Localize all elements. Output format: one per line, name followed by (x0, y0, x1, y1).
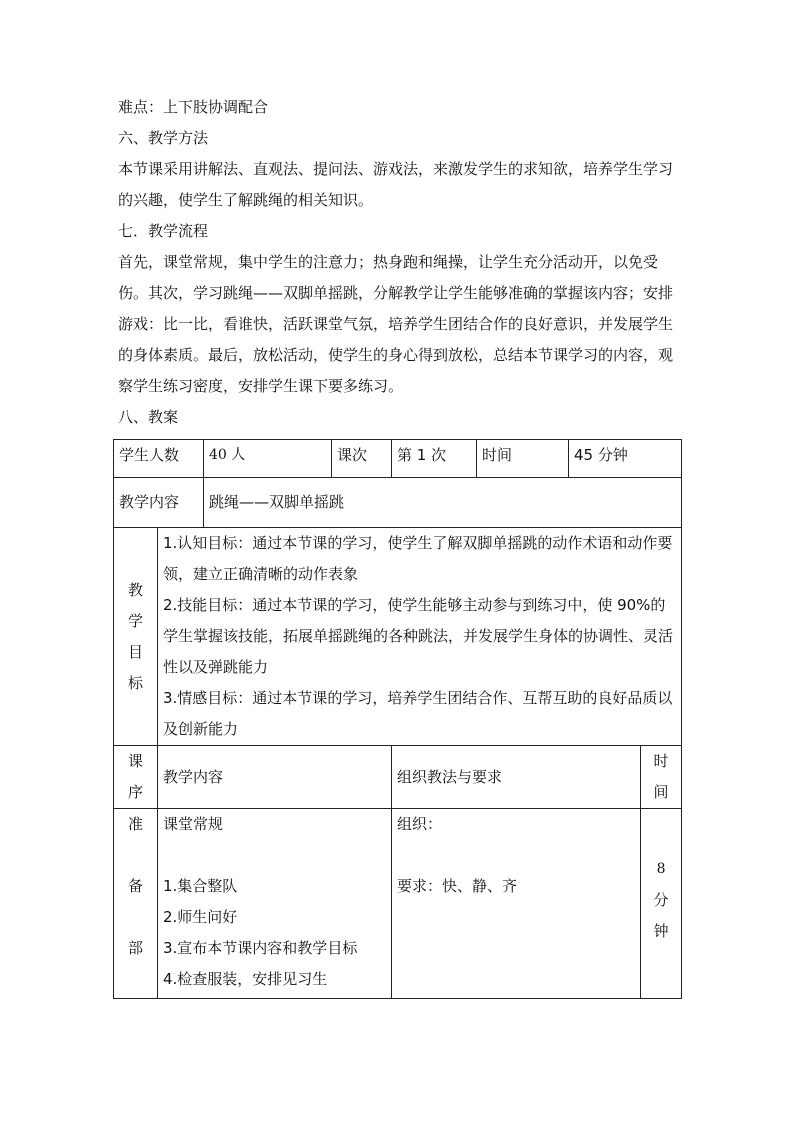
time-value: 45 分钟 (569, 440, 682, 478)
table-row (114, 440, 682, 478)
time-header-char: 间 (653, 783, 669, 801)
goal-cognitive: 1.认知目标：通过本节课的学习，使学生了解双脚单摇跳的动作术语和动作要领，建立正确清晰的动作表象 (163, 534, 673, 583)
time-header-char: 时 (653, 752, 669, 770)
difficulty-line: 难点：上下肢协调配合 (118, 98, 269, 116)
students-label: 学生人数 (114, 440, 204, 478)
prep-order-char: 准 (127, 815, 143, 833)
prep-requirement: 要求：快、静、齐 (397, 877, 518, 895)
order-header-char: 序 (127, 783, 143, 801)
goal-skill: 2.技能目标：通过本节课的学习，使学生能够主动参与到练习中，使 90%的学生掌握该技能，拓展单摇跳绳的各种跳法，并发展学生身体的协调性、灵活性以及弹跳能力 (163, 596, 674, 676)
prep-org-label: 组织： (397, 815, 443, 833)
list-item: 2.师生问好 (163, 908, 238, 926)
content-label: 教学内容 (114, 478, 204, 528)
goals-label-char: 教 (127, 580, 143, 599)
table-row (114, 478, 682, 528)
section-7-title: 七．教学流程 (118, 222, 209, 240)
goal-emotional: 3.情感目标：通过本节课的学习，培养学生团结合作、互帮互助的良好品质以及创新能力 (163, 689, 673, 738)
content-header: 教学内容 (158, 746, 392, 809)
section-6-body: 本节课采用讲解法、直观法、提问法、游戏法，来激发学生的求知欲，培养学生学习的兴趣，使学生了解跳绳的相关知识。 (118, 160, 674, 209)
prep-time (641, 809, 682, 999)
prep-order (114, 809, 158, 999)
goals-label-char: 标 (127, 673, 143, 692)
prep-order-char: 备 (127, 877, 143, 895)
prep-time-char: 分 (653, 891, 669, 909)
prep-content (158, 809, 392, 999)
list-item: 4.检查服装，安排见习生 (163, 970, 328, 988)
time-label: 时间 (477, 440, 569, 478)
prep-order-char: 部 (127, 939, 143, 957)
section-7-body: 首先，课堂常规，集中学生的注意力；热身跑和绳操，让学生充分活动开，以免受伤。其次，学习跳绳——双脚单摇跳，分解教学让学生能够准确的掌握该内容；安排游戏：比一比，看谁快，活跃课堂气氛，培养学生团结合作的良好意识，并发展学生的身体素质。最后，放松活动，使学生的身心得到放松，总结本节课学习的内容，观察学生练习密度，安排学生课下要多练习。 (118, 253, 674, 395)
section-8-title: 八、教案 (118, 408, 179, 426)
list-item: 1.集合整队 (163, 877, 238, 895)
prep-content-title: 课堂常规 (163, 815, 224, 833)
section-6-title: 六、教学方法 (118, 129, 209, 147)
goals-content (158, 528, 682, 746)
prep-time-char: 8 (656, 861, 666, 877)
goals-label-char: 目 (127, 642, 143, 661)
time-header (641, 746, 682, 809)
goals-label (114, 528, 158, 746)
order-header (114, 746, 158, 809)
table-row (114, 746, 682, 809)
lesson-number-label: 课次 (332, 440, 392, 478)
table-row (114, 528, 682, 746)
goals-label-char: 学 (127, 611, 143, 630)
order-header-char: 课 (127, 752, 143, 770)
prep-time-char: 钟 (653, 922, 669, 940)
lesson-plan-table (113, 439, 682, 999)
method-header: 组织教法与要求 (392, 746, 641, 809)
list-item: 3.宣布本节课内容和教学目标 (163, 939, 358, 957)
prep-method (392, 809, 641, 999)
table-row (114, 809, 682, 999)
content-value: 跳绳——双脚单摇跳 (204, 478, 682, 528)
lesson-number-value: 第 1 次 (392, 440, 477, 478)
students-value: 40 人 (204, 440, 332, 478)
